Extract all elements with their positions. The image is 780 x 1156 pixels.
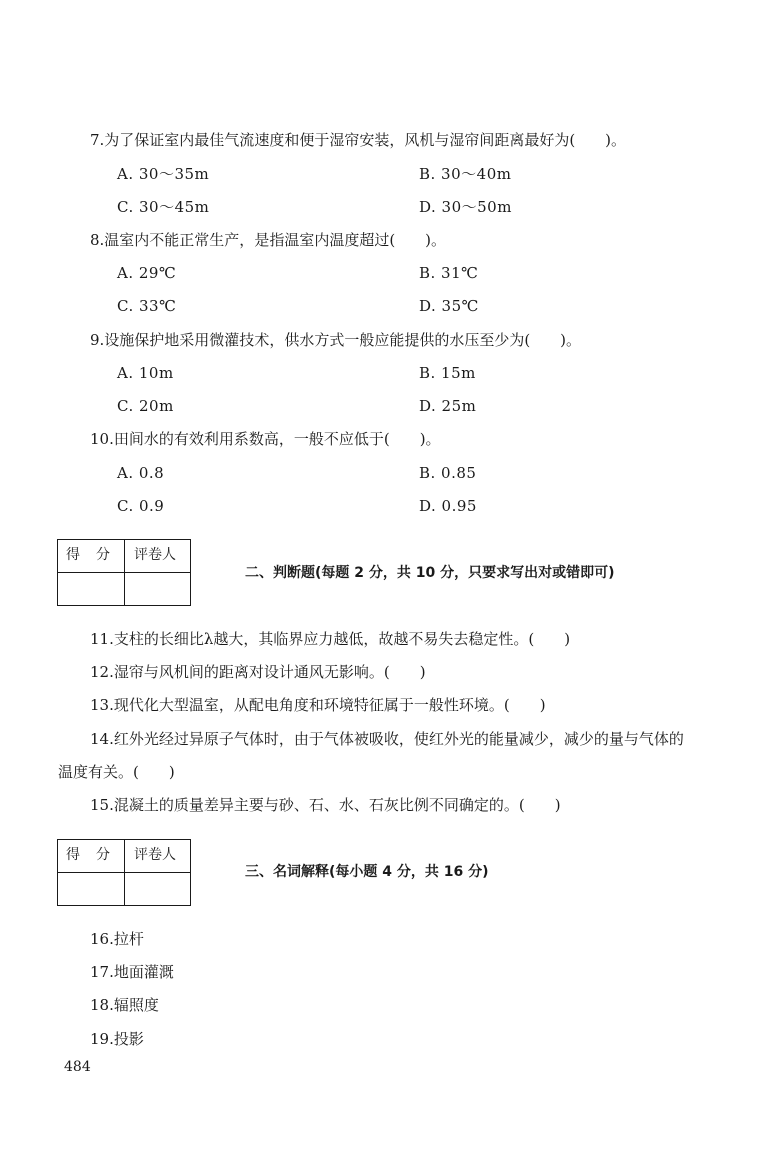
question-8-stem: 8.温室内不能正常生产，是指温室内温度超过( )。 — [90, 231, 447, 249]
question-7-option-a: A. 30～35m — [117, 165, 210, 183]
question-10-option-c: C. 0.9 — [117, 497, 165, 515]
term-item-19: 19.投影 — [90, 1030, 144, 1048]
question-9-stem: 9.设施保护地采用微灌技术，供水方式一般应能提供的水压至少为( )。 — [90, 331, 582, 349]
question-8-option-d: D. 35℃ — [419, 297, 479, 315]
score-box-divider — [58, 872, 190, 873]
term-item-18: 18.辐照度 — [90, 996, 159, 1014]
score-label: 得 分 — [66, 847, 111, 863]
question-8-option-a: A. 29℃ — [117, 264, 177, 282]
score-box-section-3 — [57, 839, 191, 906]
section-3-title: 三、名词解释(每小题 4 分，共 16 分) — [245, 864, 489, 880]
score-box-divider — [58, 572, 190, 573]
question-9-option-c: C. 20m — [117, 397, 174, 415]
question-7-option-b: B. 30～40m — [419, 165, 512, 183]
section-2-title: 二、判断题(每题 2 分，共 10 分，只要求写出对或错即可) — [245, 565, 615, 581]
term-item-16: 16.拉杆 — [90, 930, 144, 948]
question-7-option-c: C. 30～45m — [117, 198, 210, 216]
judgement-item-14: 14.红外光经过异原子气体时，由于气体被吸收，使红外光的能量减少，减少的量与气体的 — [90, 730, 684, 748]
score-box-section-2 — [57, 539, 191, 606]
judgement-item-14-continued: 温度有关。( ) — [58, 763, 175, 781]
term-item-17: 17.地面灌溉 — [90, 963, 174, 981]
judgement-item-13: 13.现代化大型温室，从配电角度和环境特征属于一般性环境。( ) — [90, 696, 546, 714]
question-7-stem: 7.为了保证室内最佳气流速度和便于湿帘安装，风机与湿帘间距离最好为( )。 — [90, 131, 627, 149]
judgement-item-12: 12.湿帘与风机间的距离对设计通风无影响。( ) — [90, 663, 426, 681]
grader-label: 评卷人 — [134, 847, 176, 863]
score-label: 得 分 — [66, 547, 111, 563]
question-8-option-b: B. 31℃ — [419, 264, 479, 282]
judgement-item-11: 11.支柱的长细比λ越大，其临界应力越低，故越不易失去稳定性。( ) — [90, 630, 571, 648]
question-10-option-a: A. 0.8 — [117, 464, 165, 482]
question-10-option-d: D. 0.95 — [419, 497, 477, 515]
question-9-option-b: B. 15m — [419, 364, 476, 382]
question-9-option-d: D. 25m — [419, 397, 477, 415]
judgement-item-15: 15.混凝土的质量差异主要与砂、石、水、石灰比例不同确定的。( ) — [90, 796, 561, 814]
question-9-option-a: A. 10m — [117, 364, 174, 382]
question-10-option-b: B. 0.85 — [419, 464, 477, 482]
question-7-option-d: D. 30～50m — [419, 198, 512, 216]
question-10-stem: 10.田间水的有效利用系数高，一般不应低于( )。 — [90, 430, 441, 448]
grader-label: 评卷人 — [134, 547, 176, 563]
page-number: 484 — [64, 1059, 91, 1075]
question-8-option-c: C. 33℃ — [117, 297, 177, 315]
